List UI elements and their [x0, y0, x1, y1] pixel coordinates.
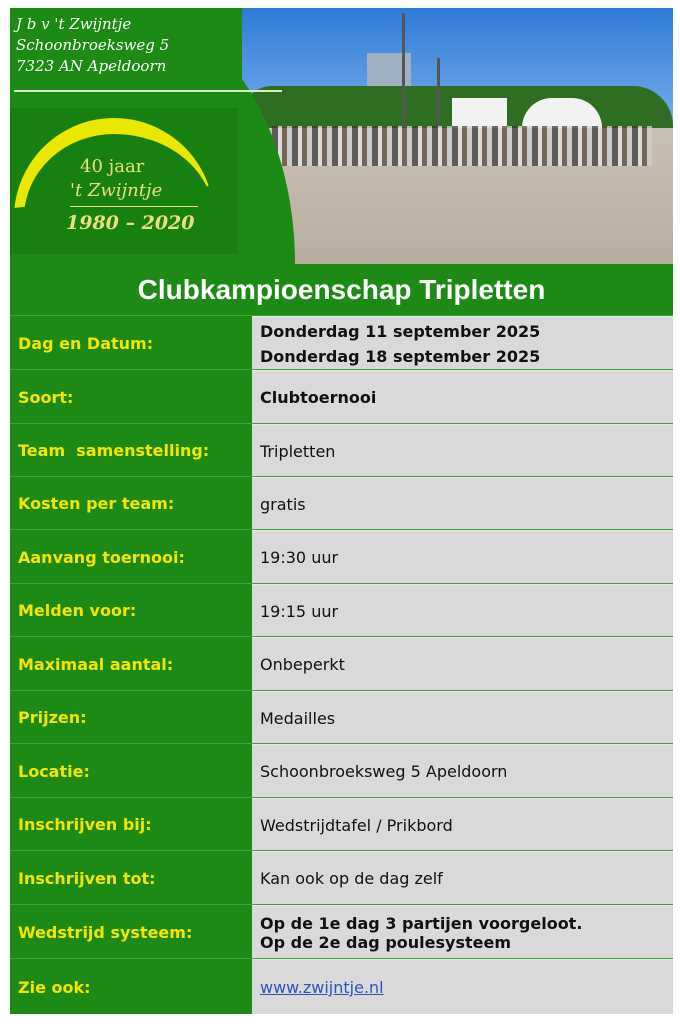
logo-text: 40 jaar: [80, 156, 145, 177]
row-label: Zie ook:: [18, 977, 91, 997]
logo-years: 1980 – 2020: [66, 212, 195, 234]
table-row: [10, 797, 673, 851]
table-row: [10, 850, 673, 905]
table-row: [10, 636, 673, 691]
page-title: Clubkampioenschap Tripletten: [137, 274, 546, 305]
table-row: [10, 904, 673, 959]
club-address: [16, 14, 169, 77]
row-label: Maximaal aantal:: [18, 654, 174, 674]
row-value: Schoonbroeksweg 5 Apeldoorn: [252, 744, 673, 798]
address-line: 7323 AN Apeldoorn: [16, 57, 167, 75]
row-label: Inschrijven bij:: [18, 815, 152, 834]
row-value: Wedstrijdtafel / Prikbord: [252, 798, 673, 851]
row-label: Soort:: [18, 387, 74, 407]
table-row: [10, 529, 673, 584]
row-value: 19:15 uur: [252, 584, 673, 637]
website-link[interactable]: www.zwijntje.nl: [260, 978, 384, 997]
address-line: J b v 't Zwijntje: [16, 15, 132, 33]
divider: [14, 90, 282, 92]
row-value: Onbeperkt: [252, 637, 673, 691]
table-row: [10, 583, 673, 637]
address-line: Schoonbroeksweg 5: [16, 36, 170, 54]
row-label: Aanvang toernooi:: [18, 547, 185, 567]
row-label: Team samenstelling:: [18, 441, 210, 460]
row-label: Prijzen:: [18, 708, 87, 727]
row-label: Kosten per team:: [18, 494, 175, 513]
petanque-photo: [242, 8, 673, 264]
row-label: Inschrijven tot:: [18, 868, 156, 888]
table-row: [10, 369, 673, 424]
table-row: [10, 690, 673, 744]
table-row: [10, 315, 673, 370]
logo-text: 't Zwijntje: [70, 180, 163, 201]
anniversary-logo: [10, 108, 238, 254]
table-row: [10, 423, 673, 477]
row-value: gratis: [252, 477, 673, 530]
row-label: Locatie:: [18, 761, 90, 781]
header: [10, 8, 673, 264]
row-label: Melden voor:: [18, 601, 137, 620]
table-row: [10, 743, 673, 798]
row-value: Op de 1e dag 3 partijen voorgeloot. Op de 2e dag poulesysteem: [252, 905, 673, 959]
row-value: Donderdag 11 september 2025 Donderdag 18 september 2025: [252, 316, 673, 370]
row-value: Clubtoernooi: [252, 370, 673, 424]
row-label: Dag en Datum:: [18, 333, 154, 353]
row-label: Wedstrijd systeem:: [18, 922, 193, 942]
table-row: [10, 958, 673, 1014]
row-value: Medailles: [252, 691, 673, 744]
row-value: Kan ook op de dag zelf: [252, 851, 673, 905]
table-row: [10, 476, 673, 530]
row-value: Tripletten: [252, 424, 673, 477]
poster: [10, 8, 673, 1014]
row-value: [252, 959, 673, 1014]
row-value: 19:30 uur: [252, 530, 673, 584]
